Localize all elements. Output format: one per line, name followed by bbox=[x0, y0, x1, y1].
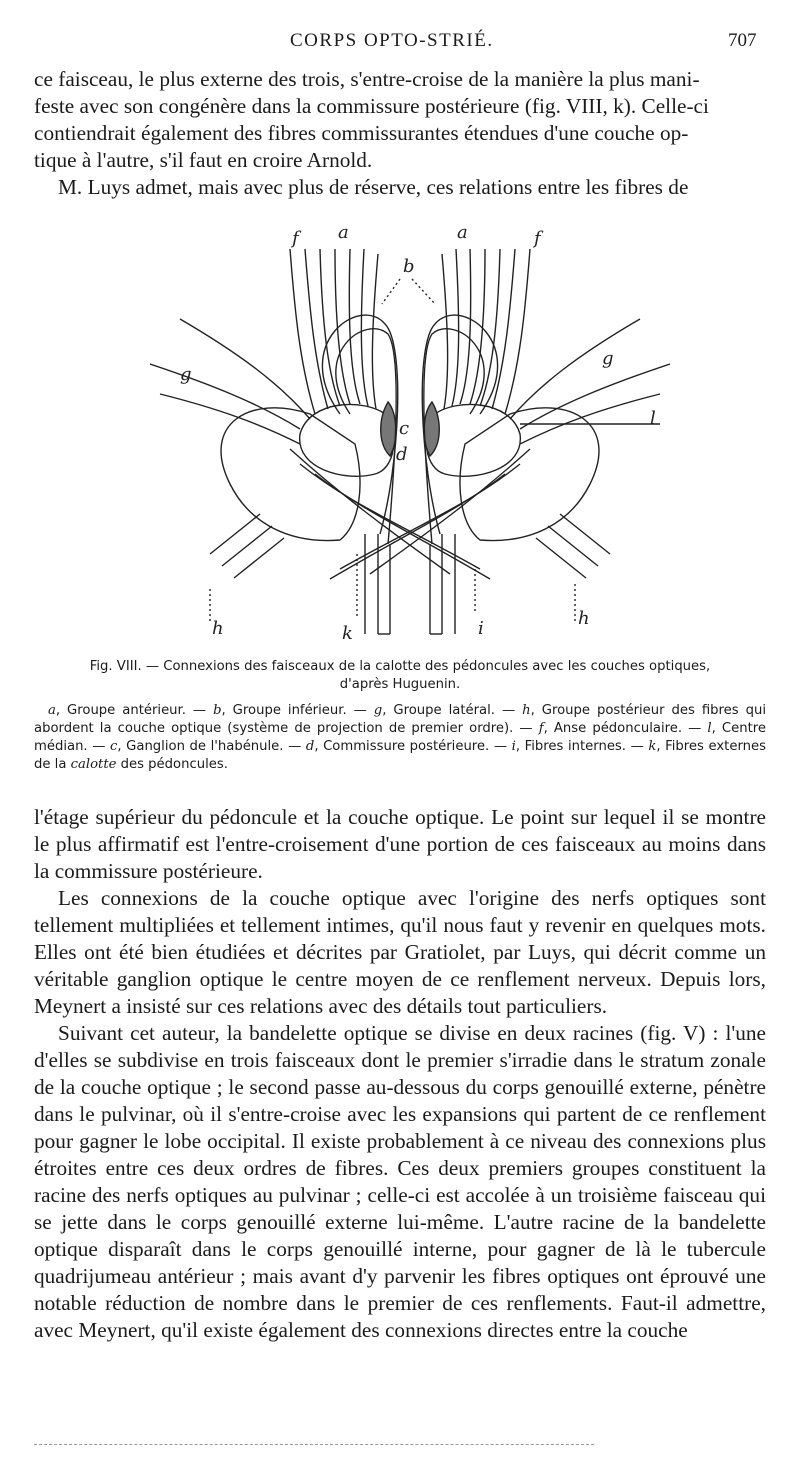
legend-text: , Groupe inférieur. — bbox=[221, 703, 374, 718]
label-i: i bbox=[478, 618, 484, 639]
bottom-text bbox=[34, 804, 766, 1344]
legend-text: , Centre médian. — bbox=[34, 721, 767, 754]
legend-text: , Fibres externes de la bbox=[34, 739, 766, 772]
legend-key: k bbox=[648, 739, 657, 754]
right-habenula bbox=[424, 402, 439, 456]
label-a-left: a bbox=[338, 224, 349, 243]
label-b: b bbox=[403, 256, 415, 277]
legend-text: , Groupe postérieur des fibres qui abordent la couche optique (système de projection de premier ordre). — bbox=[34, 703, 767, 736]
caption-line: d'après Huguenin. bbox=[339, 677, 461, 692]
legend-text: , Anse pédonculaire. — bbox=[543, 721, 708, 736]
text-line: feste avec son congénère dans la commissure postérieure (fig. VIII, k). Celle-ci bbox=[34, 94, 709, 118]
figure-caption bbox=[30, 658, 770, 694]
legend-key: c bbox=[109, 739, 118, 754]
label-g-right: g bbox=[602, 348, 614, 369]
caption-line: Fig. VIII. — Connexions des faisceaux de la calotte des pédoncules avec les couches optiques, bbox=[89, 659, 711, 674]
legend-key: d bbox=[305, 739, 315, 754]
label-k: k bbox=[342, 623, 353, 644]
page-number: 707 bbox=[728, 30, 757, 51]
legend-text: , Fibres internes. — bbox=[515, 739, 649, 754]
legend-text: , Groupe latéral. — bbox=[382, 703, 523, 718]
label-a-right: a bbox=[457, 224, 468, 243]
label-h-right: h bbox=[578, 608, 590, 629]
label-h-left: h bbox=[212, 618, 224, 639]
legend-key: h bbox=[522, 703, 531, 718]
right-thalamus-oval bbox=[426, 404, 520, 476]
label-f-left: f bbox=[292, 228, 299, 249]
legend-key: g bbox=[373, 703, 383, 718]
legend-text: des pédoncules. bbox=[116, 757, 228, 772]
paragraph: Suivant cet auteur, la bandelette optique se divise en deux racines (fig. V) : l'une d'elles se subdivise en trois faisceaux dont le premier s'irradie dans le stratum zonale de la couche optique ; le second passe au-dessous du corps genouillé externe, pénètre dans le pulvinar, où il s'entre-croise avec les expansions qui partent de ce renflement pour gagner le lobe occipital. Il existe probablement à ce niveau des connexions plus étroites entre ces deux ordres de fibres. Ces deux premiers groupes constituent la racine des nerfs optiques au pulvinar ; celle-ci est accolée à un troisième faisceau qui se jette dans le corps genouillé externe lui-même. L'autre racine de la bandelette optique disparaît dans le corps genouillé interne, pour gagner de là le tubercule quadrijumeau antérieur ; mais avant d'y parvenir les fibres optiques ont éprouvé une notable réduction de nombre dans le premier de ces renflements. Faut-il admettre, avec Meynert, qu'il existe également des connexions directes entre la couche bbox=[34, 1021, 766, 1342]
legend-text: , Groupe antérieur. — bbox=[55, 703, 214, 718]
legend-key: l bbox=[707, 721, 712, 736]
top-paragraph bbox=[34, 66, 766, 201]
page-header bbox=[0, 30, 800, 56]
legend-text: , Ganglion de l'habénule. — bbox=[117, 739, 306, 754]
label-c: c bbox=[399, 418, 410, 439]
text-line: contiendrait également des fibres commissurantes étendues d'une couche op- bbox=[34, 121, 689, 145]
anatomical-figure bbox=[150, 224, 670, 654]
legend-key: f bbox=[538, 721, 544, 736]
figure-legend bbox=[34, 702, 766, 774]
paragraph: l'étage supérieur du pédoncule et la couche optique. Le point sur lequel il se montre le plus affirmatif est l'entre-croisement d'une portion de ces faisceaux au moins dans la commissure postérieure. bbox=[34, 805, 766, 883]
legend-key: a bbox=[48, 703, 56, 718]
fiber-diagram bbox=[150, 224, 670, 654]
label-l: l bbox=[650, 408, 656, 429]
text-line: ce faisceau, le plus externe des trois, s'entre-croise de la manière la plus mani- bbox=[34, 67, 700, 91]
left-thalamus-oval bbox=[300, 404, 394, 476]
legend-key: calotte bbox=[70, 757, 117, 772]
text-line: tique à l'autre, s'il faut en croire Arnold. bbox=[34, 148, 373, 172]
legend-key: b bbox=[213, 703, 222, 718]
legend-text: , Commissure postérieure. — bbox=[314, 739, 512, 754]
left-habenula bbox=[381, 402, 396, 456]
legend-key: i bbox=[511, 739, 516, 754]
text-line: M. Luys admet, mais avec plus de réserve, ces relations entre les fibres de bbox=[58, 175, 689, 199]
running-title: CORPS OPTO-STRIÉ. bbox=[290, 30, 494, 51]
footer-rule bbox=[34, 1444, 594, 1445]
label-d: d bbox=[396, 444, 408, 465]
paragraph: Les connexions de la couche optique avec l'origine des nerfs optiques sont tellement multipliées et tellement intimes, qu'il nous faut y revenir en quelques mots. Elles ont été bien étudiées et décrites par Gratiolet, par Luys, qui décrit comme un véritable ganglion optique le centre moyen de ce renflement nerveux. Depuis lors, Meynert a insisté sur ces relations avec des détails tout particuliers. bbox=[34, 886, 766, 1018]
label-g-left: g bbox=[180, 364, 192, 385]
label-f-right: f bbox=[534, 228, 541, 249]
